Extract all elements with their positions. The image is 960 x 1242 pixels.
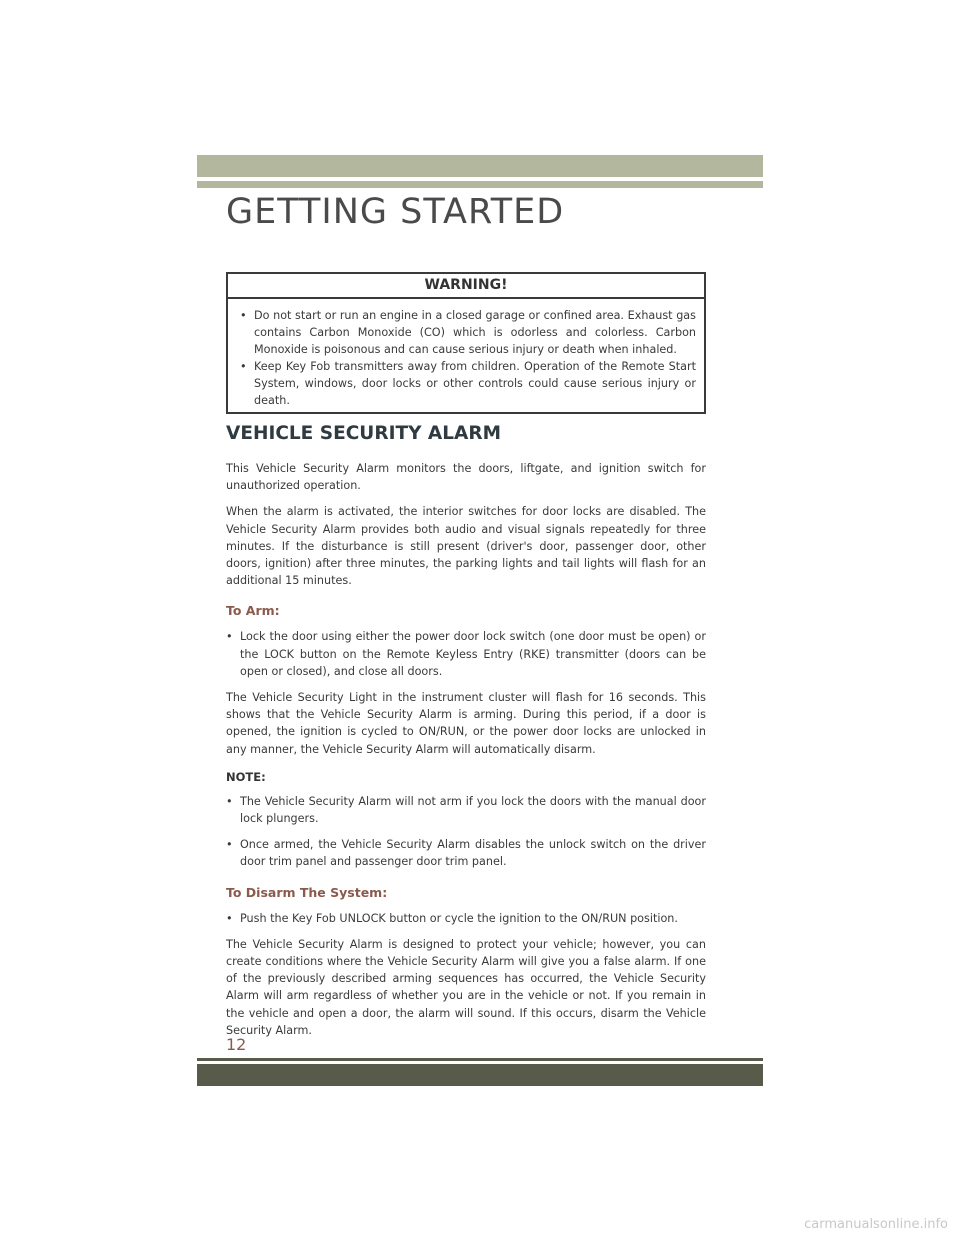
section-title: GETTING STARTED (226, 192, 565, 232)
warning-title: WARNING! (228, 274, 704, 299)
warning-item: • Do not start or run an engine in a closed garage or confined area. Exhaust gas contains Carbon Monoxide (CO) which is odorless and colorless. Carbon Monoxide is poisonous and can cause serious injury or death when inhaled. (240, 307, 696, 358)
intro-paragraph: This Vehicle Security Alarm monitors the doors, liftgate, and ignition switch for unauthorized operation. (226, 462, 706, 493)
to-arm-heading: To Arm: (226, 603, 280, 619)
to-disarm-bullet: • Push the Key Fob UNLOCK button or cycle the ignition to the ON/RUN position. (226, 910, 706, 927)
page-number: 12 (226, 1035, 247, 1054)
warning-list (228, 299, 704, 409)
false-alarm-paragraph: The Vehicle Security Alarm is designed to protect your vehicle; however, you can create conditions where the Vehicle Security Alarm will give you a false alarm. If one of the previously described arming sequences has occurred, the Vehicle Security Alarm will arm regardless of whether you are in the vehicle or not. If you remain in the vehicle and open a door, the alarm will sound. If this occurs, disarm the Vehicle Security Alarm. (226, 937, 706, 1037)
footer-band (197, 1064, 763, 1086)
warning-item: • Keep Key Fob transmitters away from children. Operation of the Remote Start System, windows, door locks or other controls could cause serious injury or death. (240, 358, 696, 409)
activated-paragraph: When the alarm is activated, the interior switches for door locks are disabled. The Vehicle Security Alarm provides both audio and visual signals repeatedly for three minutes. If the disturbance is still present (driver's door, passenger door, other doors, ignition) after three minutes, the parking lights and tail lights will flash for an additional 15 minutes. (226, 505, 706, 588)
page-heading: VEHICLE SECURITY ALARM (226, 423, 501, 444)
watermark: carmanualsonline.info (804, 1217, 948, 1232)
main-content (226, 420, 706, 1048)
header-rule (197, 181, 763, 188)
note-label: NOTE: (226, 769, 266, 784)
footer-rule (197, 1058, 763, 1061)
warning-box (226, 272, 706, 414)
note-bullet: • Once armed, the Vehicle Security Alarm disables the unlock switch on the driver door trim panel and passenger door trim panel. (226, 836, 706, 870)
security-light-paragraph: The Vehicle Security Light in the instrument cluster will flash for 16 seconds. This shows that the Vehicle Security Alarm is arming. During this period, if a door is opened, the ignition is cycled to ON/RUN, or the power door locks are unlocked in any manner, the Vehicle Security Alarm will automatically disarm. (226, 691, 706, 756)
to-arm-bullet: • Lock the door using either the power door lock switch (one door must be open) or the LOCK button on the Remote Keyless Entry (RKE) transmitter (doors can be open or closed), and close all doors. (226, 628, 706, 680)
note-bullet: • The Vehicle Security Alarm will not arm if you lock the doors with the manual door lock plungers. (226, 793, 706, 827)
header-band (197, 155, 763, 177)
to-disarm-heading: To Disarm The System: (226, 884, 388, 900)
